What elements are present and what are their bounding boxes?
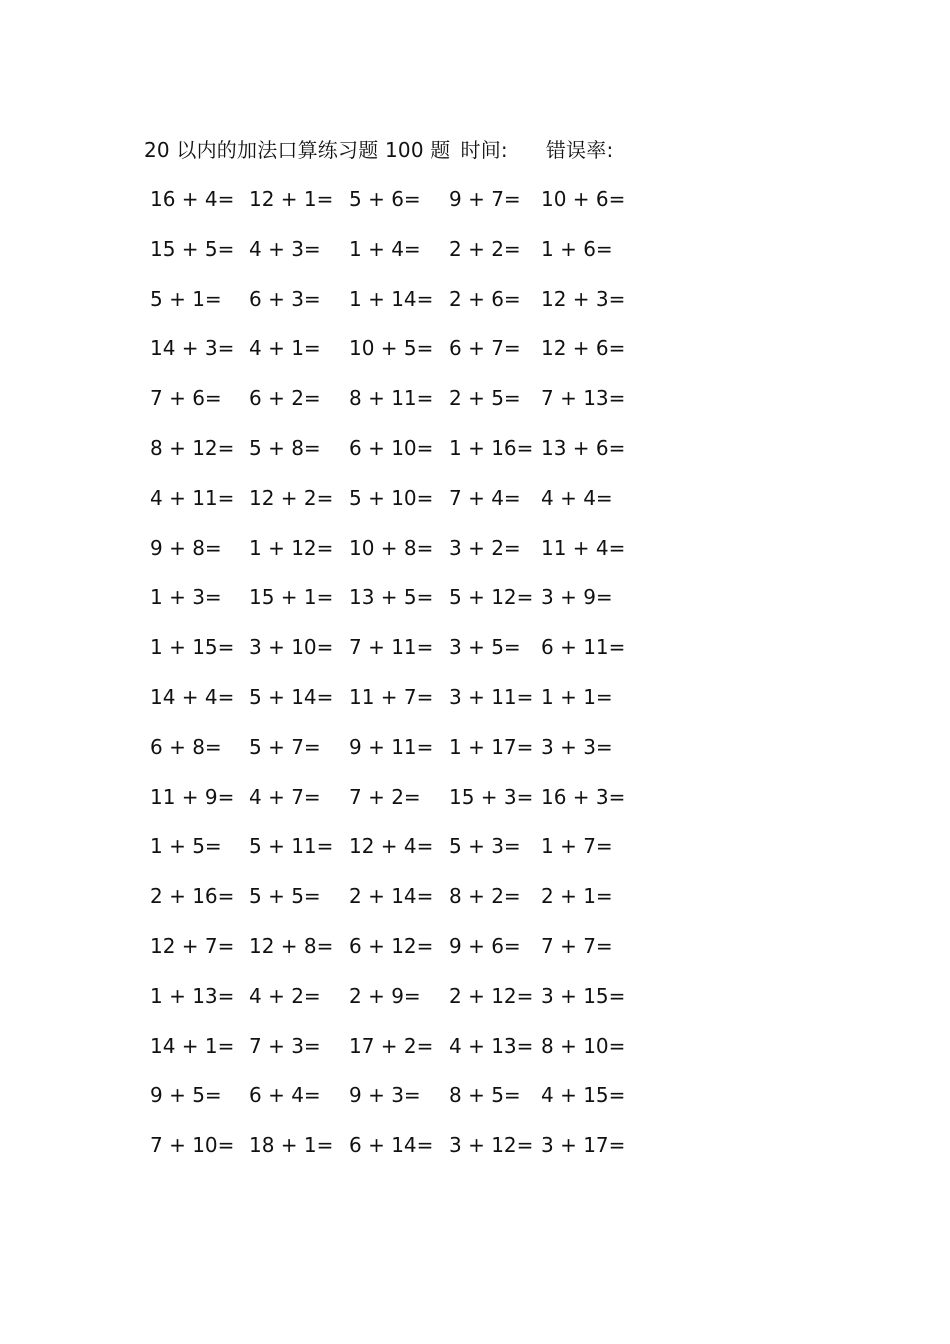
problem-item: 4 + 11= bbox=[150, 485, 235, 510]
problem-item: 7 + 3= bbox=[249, 1033, 321, 1058]
problem-item: 1 + 1= bbox=[541, 685, 613, 709]
problem-item: 11 + 9= bbox=[150, 784, 235, 809]
problem-item: 3 + 12= bbox=[449, 1133, 534, 1158]
problem-item: 4 + 13= bbox=[449, 1033, 534, 1058]
worksheet-title: 20 以内的加法口算练习题 100 题 bbox=[144, 138, 451, 162]
problem-item: 4 + 15= bbox=[541, 1083, 626, 1108]
problem-item: 2 + 2= bbox=[449, 236, 521, 261]
problem-item: 3 + 5= bbox=[449, 635, 521, 660]
problem-item: 13 + 6= bbox=[541, 436, 626, 460]
problem-item: 8 + 5= bbox=[449, 1083, 521, 1108]
problem-item: 12 + 3= bbox=[541, 286, 626, 311]
problem-item: 5 + 6= bbox=[349, 187, 421, 211]
problem-item: 14 + 4= bbox=[150, 685, 235, 709]
problem-item: 5 + 5= bbox=[249, 884, 321, 909]
problem-item: 4 + 1= bbox=[249, 336, 321, 361]
problem-item: 2 + 16= bbox=[150, 884, 235, 909]
problem-item: 11 + 4= bbox=[541, 535, 626, 560]
problem-item: 1 + 7= bbox=[541, 834, 613, 859]
problem-item: 8 + 12= bbox=[150, 436, 235, 460]
problem-item: 5 + 12= bbox=[449, 585, 534, 610]
problem-item: 6 + 12= bbox=[349, 934, 434, 958]
problem-item: 18 + 1= bbox=[249, 1133, 334, 1158]
problem-item: 9 + 8= bbox=[150, 535, 222, 560]
problem-item: 2 + 12= bbox=[449, 983, 534, 1008]
problem-item: 5 + 11= bbox=[249, 834, 334, 859]
problem-item: 9 + 3= bbox=[349, 1083, 421, 1108]
problem-item: 1 + 3= bbox=[150, 585, 222, 610]
problem-item: 3 + 2= bbox=[449, 535, 521, 560]
problem-item: 12 + 4= bbox=[349, 834, 434, 859]
time-label: 时间: bbox=[460, 138, 508, 162]
problem-item: 1 + 17= bbox=[449, 734, 534, 759]
problem-item: 3 + 15= bbox=[541, 983, 626, 1008]
problem-item: 6 + 8= bbox=[150, 734, 222, 759]
problem-item: 1 + 14= bbox=[349, 286, 434, 311]
problem-item: 3 + 10= bbox=[249, 635, 334, 660]
problem-item: 2 + 1= bbox=[541, 884, 613, 909]
problem-item: 8 + 2= bbox=[449, 884, 521, 909]
problem-item: 7 + 6= bbox=[150, 386, 222, 411]
problem-item: 6 + 14= bbox=[349, 1133, 434, 1158]
problem-item: 14 + 1= bbox=[150, 1033, 235, 1058]
problem-item: 14 + 3= bbox=[150, 336, 235, 361]
problem-item: 1 + 15= bbox=[150, 635, 235, 660]
problem-item: 6 + 7= bbox=[449, 336, 521, 361]
problem-item: 7 + 7= bbox=[541, 934, 613, 958]
problem-item: 7 + 4= bbox=[449, 485, 521, 510]
problem-item: 6 + 2= bbox=[249, 386, 321, 411]
problem-item: 11 + 7= bbox=[349, 685, 434, 709]
problem-item: 10 + 6= bbox=[541, 187, 626, 211]
problem-item: 1 + 4= bbox=[349, 236, 421, 261]
problem-item: 7 + 13= bbox=[541, 386, 626, 411]
problem-item: 4 + 4= bbox=[541, 485, 613, 510]
problem-item: 16 + 3= bbox=[541, 784, 626, 809]
problem-item: 4 + 3= bbox=[249, 236, 321, 261]
problem-item: 2 + 5= bbox=[449, 386, 521, 411]
problem-item: 15 + 1= bbox=[249, 585, 334, 610]
problem-item: 1 + 13= bbox=[150, 983, 235, 1008]
problem-item: 2 + 14= bbox=[349, 884, 434, 909]
problem-item: 5 + 7= bbox=[249, 734, 321, 759]
problem-item: 6 + 3= bbox=[249, 286, 321, 311]
problem-item: 3 + 3= bbox=[541, 734, 613, 759]
problem-item: 9 + 7= bbox=[449, 187, 521, 211]
problem-item: 15 + 3= bbox=[449, 784, 534, 809]
problem-item: 5 + 1= bbox=[150, 286, 222, 311]
problem-item: 17 + 2= bbox=[349, 1033, 434, 1058]
error-rate-label: 错误率: bbox=[545, 138, 614, 162]
problem-item: 12 + 2= bbox=[249, 485, 334, 510]
problem-item: 4 + 7= bbox=[249, 784, 321, 809]
problem-item: 12 + 6= bbox=[541, 336, 626, 361]
problem-item: 8 + 10= bbox=[541, 1033, 626, 1058]
problem-item: 9 + 6= bbox=[449, 934, 521, 958]
problem-item: 2 + 9= bbox=[349, 983, 421, 1008]
problem-item: 15 + 5= bbox=[150, 236, 235, 261]
problem-item: 5 + 14= bbox=[249, 685, 334, 709]
problem-item: 6 + 11= bbox=[541, 635, 626, 660]
problem-item: 12 + 8= bbox=[249, 934, 334, 958]
problem-item: 9 + 5= bbox=[150, 1083, 222, 1108]
problem-item: 5 + 8= bbox=[249, 436, 321, 460]
problem-item: 7 + 10= bbox=[150, 1133, 235, 1158]
problem-item: 3 + 11= bbox=[449, 685, 534, 709]
problem-item: 5 + 3= bbox=[449, 834, 521, 859]
problem-item: 4 + 2= bbox=[249, 983, 321, 1008]
problem-item: 9 + 11= bbox=[349, 734, 434, 759]
problem-item: 1 + 5= bbox=[150, 834, 222, 859]
problem-item: 2 + 6= bbox=[449, 286, 521, 311]
problem-item: 5 + 10= bbox=[349, 485, 434, 510]
problem-item: 1 + 6= bbox=[541, 236, 613, 261]
problem-item: 7 + 2= bbox=[349, 784, 421, 809]
problem-item: 16 + 4= bbox=[150, 187, 235, 211]
problem-item: 12 + 7= bbox=[150, 934, 235, 958]
problem-item: 3 + 9= bbox=[541, 585, 613, 610]
problem-item: 6 + 10= bbox=[349, 436, 434, 460]
problem-item: 13 + 5= bbox=[349, 585, 434, 610]
problem-item: 7 + 11= bbox=[349, 635, 434, 660]
problem-item: 1 + 16= bbox=[449, 436, 534, 460]
problem-item: 12 + 1= bbox=[249, 187, 334, 211]
problem-item: 1 + 12= bbox=[249, 535, 334, 560]
problem-item: 10 + 5= bbox=[349, 336, 434, 361]
problem-item: 6 + 4= bbox=[249, 1083, 321, 1108]
problem-item: 10 + 8= bbox=[349, 535, 434, 560]
problem-item: 3 + 17= bbox=[541, 1133, 626, 1158]
problem-item: 8 + 11= bbox=[349, 386, 434, 411]
